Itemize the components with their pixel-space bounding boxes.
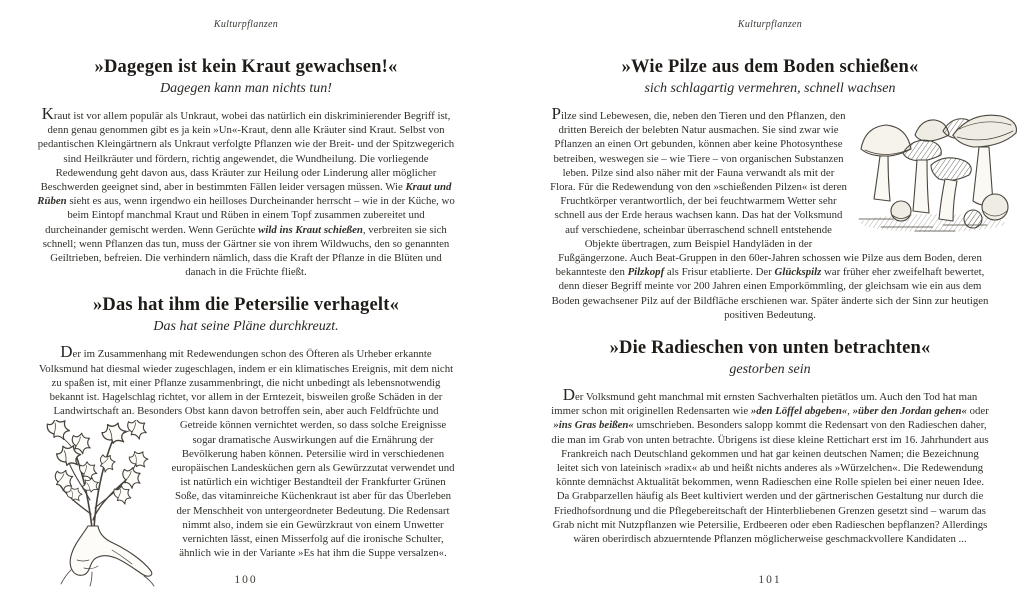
text-run: , — [847, 405, 853, 418]
text-run: er im Zusammenhang mit Redewendungen schon des Öfteren als Urheber erkannte Volksmund hat diesmal wieder zugeschlagen, indem er ein klimatisches Ereignis, mit dem nicht zu spaßen ist, mit einer Pflanze zusammenbringt, die nicht unbedingt als lebensnotwendig bekannt ist. Hagelschlag richtet, vor allem in der Erntezeit, bisweilen große Schäden in der Landwirtschaft an. Besonders Obst kann davon betroffen sein, aber auch Feldfrüchte und — [38, 348, 454, 418]
text-run: Getreide können vernichtet werden, so dass solche Ereignisse sogar dramatische Auswirkungen auf die Ernährung der Bevölkerung haben können. Petersilie wird in verschiedenen europäischen Landesküchen gern als Gewürzzutat verwendet und ist natürlich ein wichtiger Bestandteil der Frankfurter Grünen Soße, das vitaminreiche Küchenkraut ist aber für das Überleben der Menschheit von untergeordneter Bedeutung. Die Redensart nimmt also, indem sie ein Gewürzkraut von einem Unwetter vernichten lässt, einen Misserfolg auf die ironische Schulter, ähnlich wie in der Variante »Es hat ihm die Suppe versalzen«. — [171, 419, 455, 560]
page-left-content — [36, 0, 456, 586]
text-run: er Volksmund geht manchmal mit ernsten Sachverhalten pietätlos um. Auch den Tod hat man immer schon mit originellen Redensarten wie — [551, 391, 978, 418]
body-text — [37, 110, 454, 278]
idiom-phrase: Glückspilz — [774, 266, 822, 279]
idiom-phrase: wild ins Kraut schießen — [258, 223, 363, 236]
article-title: »Wie Pilze aus dem Boden schießen« — [621, 57, 919, 77]
article-subtitle: sich schlagartig vermehren, schnell wachsen — [644, 81, 896, 96]
article-radieschen — [550, 338, 990, 546]
raised-initial: P — [551, 104, 561, 123]
article-subtitle: Dagegen kann man nichts tun! — [160, 81, 332, 96]
idiom-phrase: Kraut und Rüben — [37, 181, 452, 208]
text-run: sieht es aus, wenn irgendwo ein heilloses Durcheinander herrscht – wie in der Küche, wo beim Eintopf manchmal Kraut und Rüben in einem Topf zusammen zubereitet und durcheinander gemischt werden. Wenn Gerüchte — [45, 195, 455, 236]
body-text — [551, 391, 989, 545]
text-run: oder — [966, 405, 989, 418]
running-header-left: Kulturpflanzen — [213, 19, 279, 30]
body-text — [39, 348, 453, 417]
article-body — [36, 105, 456, 279]
page-number-left: 100 — [234, 574, 258, 586]
article-body — [36, 343, 456, 560]
text-run: war früher eher zweifelhaft bewertet, denn dieser Begriff meinte vor 200 Jahren einen Emporkömmling, der gleichsam wie ein aus dem Boden gewachsener Pilz auf der Bildfläche erschienen war. Später änderte sich der Sinn zur heutigen positiven Bedeutung. — [551, 266, 989, 321]
article-title: »Die Radieschen von unten betrachten« — [609, 338, 931, 359]
text-run: raut ist vor allem populär als Unkraut, wobei das natürlich ein diskriminierender Begriff ist, denn genau genommen gibt es ja kein »Un«-Kraut, denn alle Kräuter sind Kraut. Selbst von pedantischen Kleingärtnern als Unkraut verfolgte Pflanzen wie der Breit- und der Spitzwegerich sind Heilkräuter und fördern, richtig angewendet, die Wundheilung. Die vorliegende Redewendung geht davon aus, dass Kräuter zur Heilung oder Linderung aller möglicher Beschwerden geeignet sind, aber in bestimmten Fällen leider versagen müssen. Wie — [37, 110, 455, 194]
text-run: als Frisur etablierte. Der — [664, 266, 775, 279]
article-body — [550, 105, 990, 322]
article-title: »Dagegen ist kein Kraut gewachsen!« — [94, 57, 398, 77]
article-title: »Das hat ihm die Petersilie verhagelt« — [92, 295, 400, 316]
text-run: ilze sind Lebewesen, die, neben den Tieren und den Pflanzen, den dritten Bereich der belebten Natur ausmachen. Sie sind zwar wie Pflanzen an einen Ort gebunden, können aber keine Photosynthese betreiben, weswegen sie – wie Tiere – von organischen Substanzen leben. Pilze sind also näher mit der Fauna verwandt als mit der Flora. Für die Redewendung von den »schießenden Pilzen« ist deren Fruchtkörper verantwortlich, der bei feuchtwarmem Wetter sehr schnell aus der Erde heraus wachsen kann. Das hat der Volksmund auf verschiedene, scheinbar überraschend schnell entstehende Objekte übertragen, zum Beispiel Handyläden in der Fußgängerzone. Auch Beat-Gruppen in den 60er-Jahren schossen wie Pilze aus dem Boden, deren bekannteste den — [550, 110, 982, 279]
idiom-phrase: »ins Gras beißen« — [553, 419, 634, 432]
article-subtitle: Das hat seine Pläne durchkreuzt. — [153, 319, 339, 335]
idiom-phrase: Pilzkopf — [627, 266, 665, 279]
raised-initial: K — [41, 104, 54, 123]
text-run: , verbreiten sie sich schnell; wenn Pflanzen das tun, muss der Gärtner sie von ihrem Wildwuchs, den so genannten Geiltrieben, befreien. Die verhindern nämlich, dass die Kraft der Pflanze in die Blüten und danach in die Früchte fließt. — [42, 223, 450, 279]
article-kraut-gewachsen — [36, 57, 456, 279]
idiom-phrase: »den Löffel abgeben« — [750, 405, 848, 418]
mushrooms-woodcut-illustration — [855, 107, 1020, 239]
text-run: umschrieben. Besonders salopp kommt die Redensart von den Radieschen daher, die man im Grab von unten betrachte. Übrigens ist diese kleine Rettichart erst im 16. Jahrhundert aus Frankreich nach Deutschland gekommen und hat gar keinen deutschen Namen; die Bezeichnung leitet sich von lateinisch »radix« ab und heißt nichts anderes als »Würzelchen«. Die Redewendung könnte demnächst Aktualität bekommen, wenn Radieschen eine Rolle spielen bei einer neuen Idee. Da Grabparzellen häufig als Beet kultiviert werden und der gärtnerischen Gestaltung nur durch die Friedhofsordnung und die Pflegebereitschaft der Hinterbliebenen Grenzen gesetzt sind – warum das Grab nicht mit Nutzpflanzen wie Petersilie, Erdbeeren oder eben Radieschen bepflanzen? Allerdings wären oberirdisch abzuerntende Pflanzen möglicherweise geschmackvollere Kandidaten ... — [551, 419, 989, 546]
body-text — [171, 419, 454, 559]
article-pilze-schiessen — [550, 57, 990, 322]
page-right-content — [550, 0, 990, 586]
raised-initial: D — [60, 342, 73, 362]
running-header-right: Kulturpflanzen — [737, 19, 803, 30]
page-right — [510, 0, 1020, 612]
article-subtitle: gestorben sein — [729, 362, 811, 378]
idiom-phrase: »über den Jordan gehen« — [852, 405, 967, 418]
raised-initial: D — [562, 385, 576, 405]
article-petersilie-verhagelt — [36, 295, 456, 560]
page-number-right: 101 — [758, 574, 782, 586]
article-body — [550, 386, 990, 546]
